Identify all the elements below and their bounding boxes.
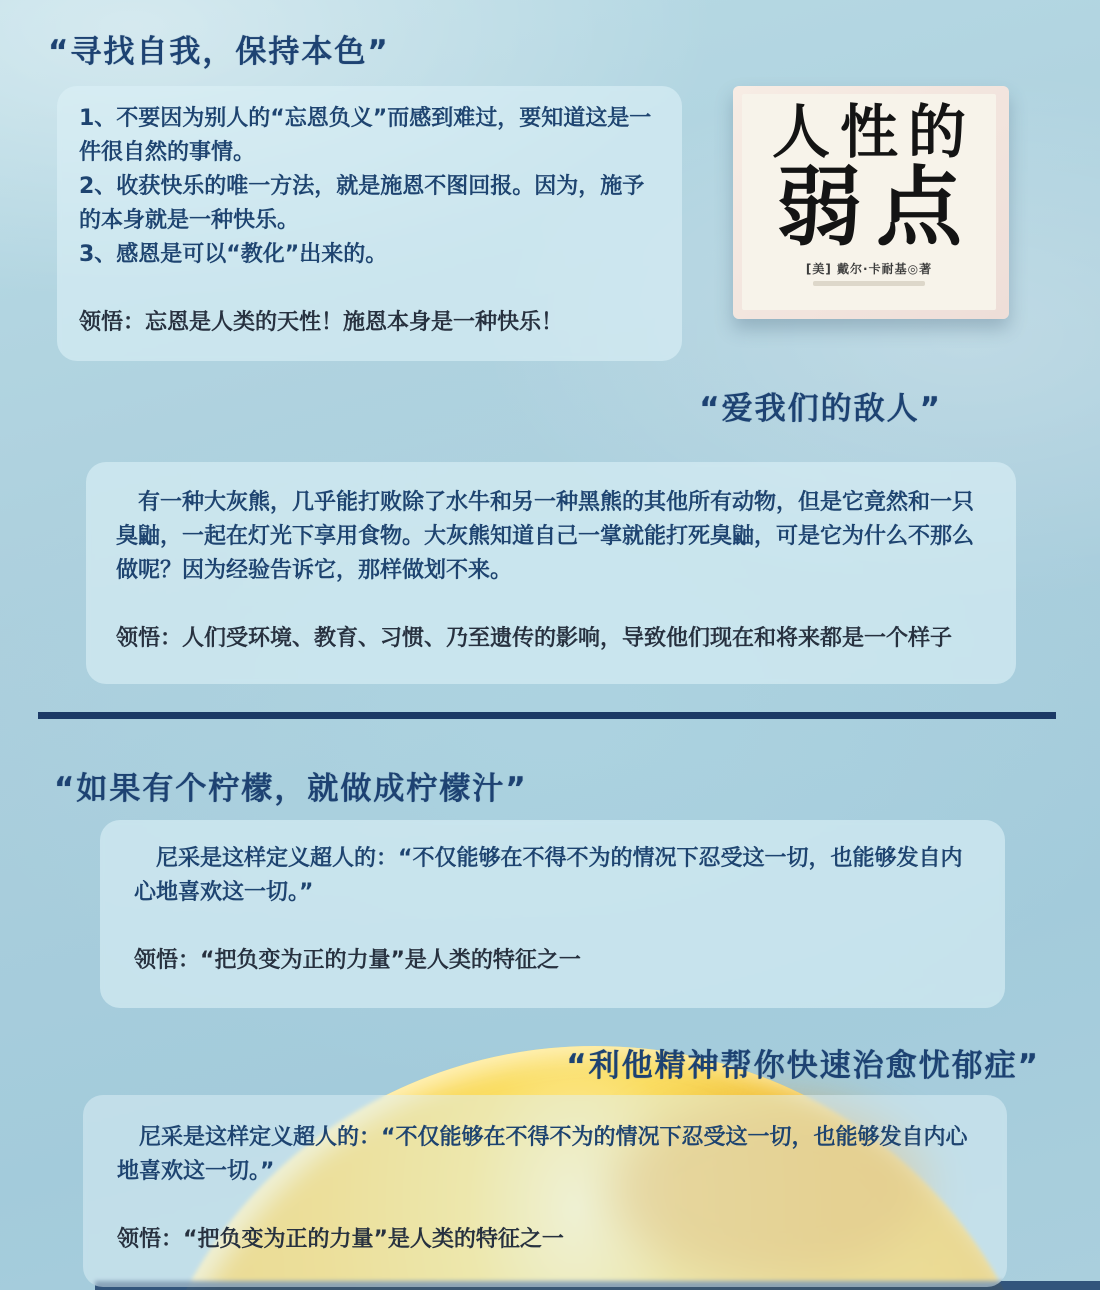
section-divider bbox=[38, 712, 1056, 719]
section4-notes-box bbox=[83, 1095, 1007, 1287]
book-publisher-faint-line bbox=[813, 281, 925, 286]
section3-insight: 领悟：“把负变为正的力量”是人类的特征之一 bbox=[134, 948, 581, 974]
note-point-2: 2、收获快乐的唯一方法，就是施恩不图回报。因为，施予的本身就是一种快乐。 bbox=[79, 174, 645, 234]
section3-title: “如果有个柠檬，就做成柠檬汁” bbox=[54, 771, 528, 807]
section2-insight: 领悟：人们受环境、教育、习惯、乃至遗传的影响，导致他们现在和将来都是一个样子 bbox=[116, 626, 953, 652]
section3-paragraph: 尼采是这样定义超人的：“不仅能够在不得不为的情况下忍受这一切，也能够发自内心地喜欢这一切。” bbox=[134, 846, 963, 906]
section2-paragraph: 有一种大灰熊，几乎能打败除了水牛和另一种黑熊的其他所有动物，但是它竟然和一只臭鼬，一起在灯光下享用食物。大灰熊知道自己一掌就能打死臭鼬，可是它为什么不那么做呢？因为经验告诉它，那样做划不来。 bbox=[116, 490, 975, 584]
section1-notes-box bbox=[57, 86, 682, 361]
section3-notes-box bbox=[100, 820, 1005, 1008]
section4-paragraph: 尼采是这样定义超人的：“不仅能够在不得不为的情况下忍受这一切，也能够发自内心地喜欢这一切。” bbox=[117, 1125, 968, 1185]
book-author: [美] 戴尔·卡耐基◎著 bbox=[805, 261, 933, 276]
section2-notes-box bbox=[86, 462, 1016, 684]
book-title-line1: 人性的 bbox=[771, 98, 976, 166]
section4-title: “利他精神帮你快速治愈忧郁症” bbox=[566, 1048, 1040, 1084]
section4-insight: 领悟：“把负变为正的力量”是人类的特征之一 bbox=[117, 1227, 564, 1253]
book-title-line2: 弱点 bbox=[776, 157, 976, 258]
section2-title: “爱我们的敌人” bbox=[699, 391, 942, 427]
book-cover bbox=[733, 86, 1009, 319]
section1-insight: 领悟：忘恩是人类的天性！施恩本身是一种快乐！ bbox=[79, 310, 564, 336]
note-point-3: 3、感恩是可以“教化”出来的。 bbox=[79, 242, 388, 268]
note-point-1: 1、不要因为别人的“忘恩负义”而感到难过，要知道这是一件很自然的事情。 bbox=[79, 106, 652, 166]
section1-title: “寻找自我，保持本色” bbox=[48, 34, 390, 70]
book-cover-inner bbox=[742, 94, 996, 310]
